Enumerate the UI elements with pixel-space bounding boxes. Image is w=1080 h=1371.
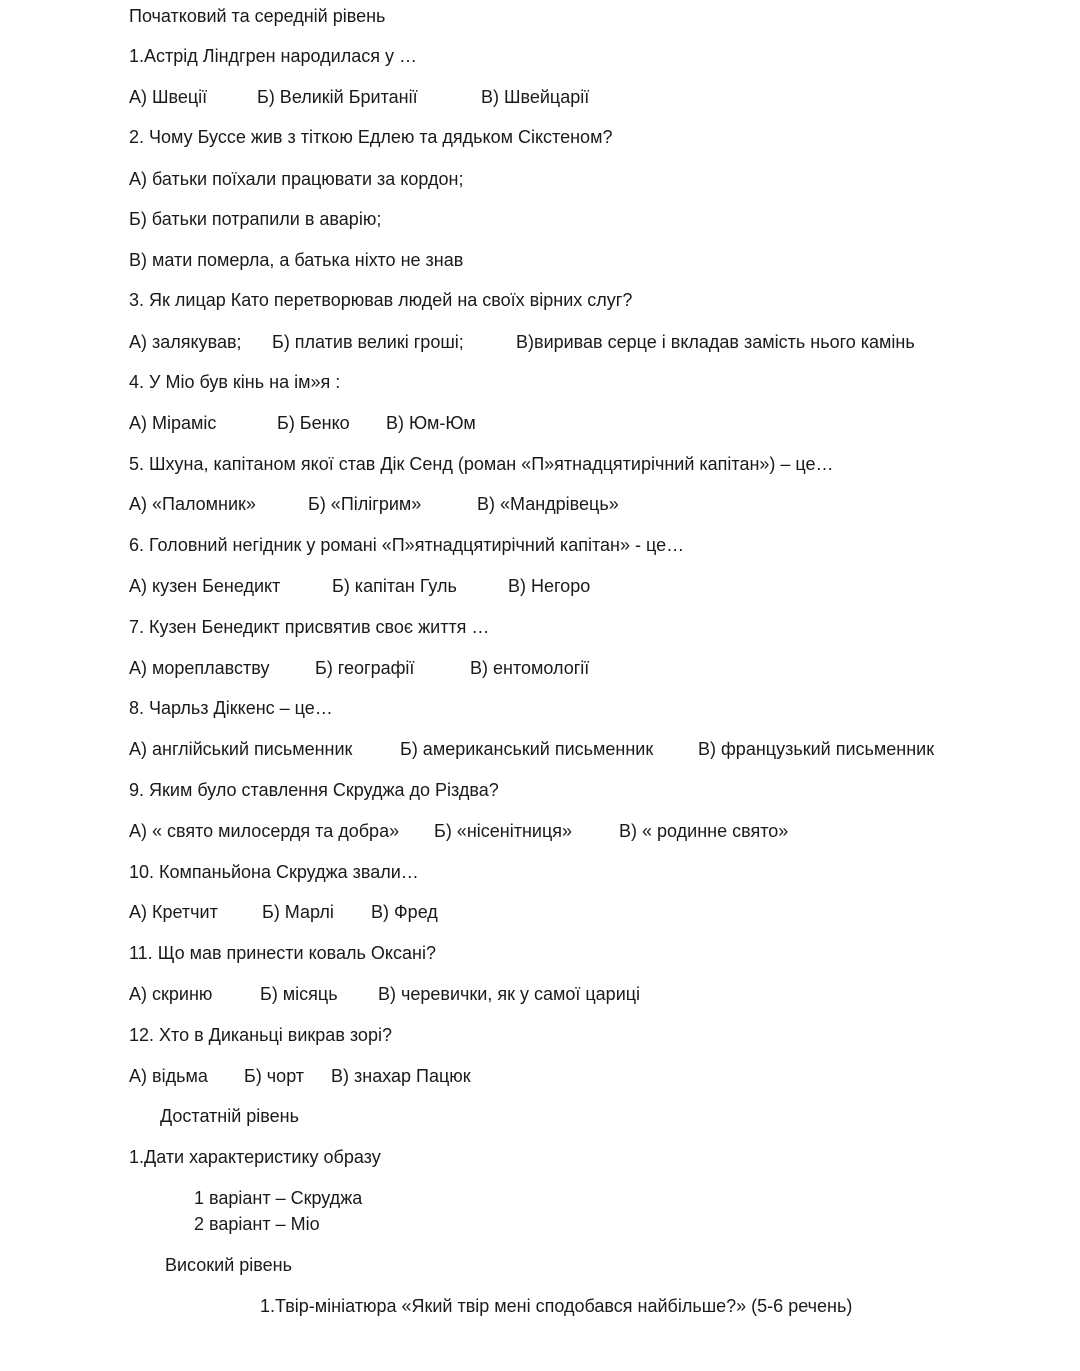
answer-options-8 bbox=[129, 737, 934, 761]
question-5: 5. Шхуна, капітаном якої став Дік Сенд (роман «П»ятнадцятирічний капітан») – це… bbox=[129, 454, 834, 474]
section-heading-high: Високий рівень bbox=[165, 1255, 292, 1275]
question-12: 12. Хто в Диканьці викрав зорі? bbox=[129, 1025, 392, 1045]
option-a: А) відьма bbox=[129, 1066, 208, 1086]
option-b: Б) Марлі bbox=[262, 902, 334, 922]
variant-2: 2 варіант – Міо bbox=[194, 1214, 320, 1234]
option-b: Б) Великій Британії bbox=[257, 87, 418, 107]
question-1: 1.Астрід Ліндгрен народилася у … bbox=[129, 46, 417, 66]
question-4: 4. У Міо був кінь на ім»я : bbox=[129, 372, 341, 392]
question-10: 10. Компаньйона Скруджа звали… bbox=[129, 862, 419, 882]
section-heading-basic: Початковий та середній рівень bbox=[129, 6, 386, 26]
option-c: В) « родинне свято» bbox=[619, 821, 789, 841]
option-b: Б) «Пілігрим» bbox=[308, 494, 422, 514]
option-a: А) залякував; bbox=[129, 332, 242, 352]
option-b: Б) місяць bbox=[260, 984, 338, 1004]
option-c: В) «Мандрівець» bbox=[477, 494, 619, 514]
question-11: 11. Що мав принести коваль Оксані? bbox=[129, 943, 436, 963]
option-a: А) «Паломник» bbox=[129, 494, 256, 514]
option-c: В) черевички, як у самої цариці bbox=[378, 984, 641, 1004]
option-c: В) знахар Пацюк bbox=[331, 1066, 471, 1086]
question-7: 7. Кузен Бенедикт присвятив своє життя … bbox=[129, 617, 490, 637]
option-b: Б) Бенко bbox=[277, 413, 350, 433]
question-2: 2. Чому Буссе жив з тіткою Едлею та дядьком Сікстеном? bbox=[129, 127, 613, 147]
answer-options-9 bbox=[129, 819, 788, 843]
answer-options-5 bbox=[129, 492, 619, 516]
option-a: А) Кретчит bbox=[129, 902, 218, 922]
option-b: Б) американський письменник bbox=[400, 739, 654, 759]
question-6: 6. Головний негідник у романі «П»ятнадцятирічний капітан» - це… bbox=[129, 535, 685, 555]
option-b: Б) батьки потрапили в аварію; bbox=[129, 209, 382, 229]
option-a: А) « свято милосердя та добра» bbox=[129, 821, 400, 841]
option-a: А) кузен Бенедикт bbox=[129, 576, 281, 596]
option-a: А) скриню bbox=[129, 984, 213, 1004]
answer-options-3 bbox=[129, 330, 915, 354]
question-3: 3. Як лицар Като перетворював людей на своїх вірних слуг? bbox=[129, 290, 633, 310]
question-9: 9. Яким було ставлення Скруджа до Різдва? bbox=[129, 780, 499, 800]
option-a: А) мореплавству bbox=[129, 658, 270, 678]
task-characterize-image: 1.Дати характеристику образу bbox=[129, 1147, 381, 1167]
answer-options-12 bbox=[129, 1064, 471, 1088]
option-b: Б) «нісенітниця» bbox=[434, 821, 573, 841]
answer-options-11 bbox=[129, 982, 640, 1006]
option-b: Б) чорт bbox=[244, 1066, 305, 1086]
option-c: В) Юм-Юм bbox=[386, 413, 476, 433]
section-heading-sufficient: Достатній рівень bbox=[160, 1106, 299, 1126]
task-essay: 1.Твір-мініатюра «Який твір мені сподобався найбільше?» (5-6 речень) bbox=[260, 1296, 853, 1316]
option-a: А) англійський письменник bbox=[129, 739, 353, 759]
option-b: Б) географії bbox=[315, 658, 415, 678]
variant-1: 1 варіант – Скруджа bbox=[194, 1188, 363, 1208]
option-b: Б) платив великі гроші; bbox=[272, 332, 464, 352]
answer-options-6 bbox=[129, 574, 590, 598]
option-c: В) Швейцарії bbox=[481, 87, 590, 107]
answer-options-7 bbox=[129, 656, 589, 680]
option-c: В)виривав серце і вкладав замість нього камінь bbox=[516, 332, 915, 352]
option-c: В) Негоро bbox=[508, 576, 591, 596]
answer-options-1 bbox=[129, 85, 589, 109]
option-c: В) Фред bbox=[371, 902, 438, 922]
option-c: В) ентомології bbox=[470, 658, 590, 678]
answer-options-10 bbox=[129, 900, 438, 924]
option-a: А) Швеції bbox=[129, 87, 208, 107]
question-8: 8. Чарльз Діккенс – це… bbox=[129, 698, 333, 718]
option-b: Б) капітан Гуль bbox=[332, 576, 457, 596]
option-a: А) Міраміс bbox=[129, 413, 217, 433]
answer-options-4 bbox=[129, 411, 476, 435]
option-c: В) французький письменник bbox=[698, 739, 935, 759]
option-a: А) батьки поїхали працювати за кордон; bbox=[129, 169, 464, 189]
option-c: В) мати померла, а батька ніхто не знав bbox=[129, 250, 464, 270]
